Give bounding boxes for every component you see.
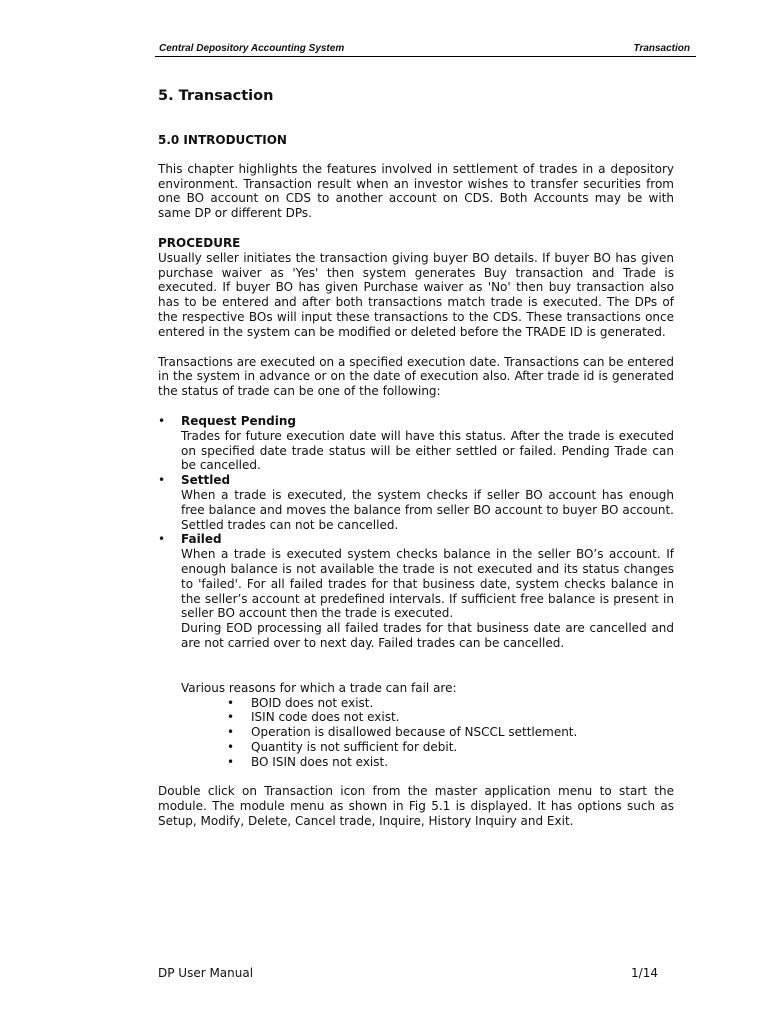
bullet-icon: •	[227, 754, 235, 769]
status-description: When a trade is executed system checks balance in the seller BO’s account. If enough balance is not available the trade is not executed and its status changes to 'failed'. For all failed trades for that business date, system checks balance in the seller’s account at predefined intervals. If sufficient free balance is present in seller BO account then the trade is executed.	[181, 547, 674, 621]
page-content	[158, 87, 674, 844]
bullet-icon: •	[227, 710, 235, 725]
header-section-name: Transaction	[633, 43, 690, 54]
execution-paragraph: Transactions are executed on a specified execution date. Transactions can be entered in the system in advance or on the date of execution also. After trade id is generated the status of trade can be one of the following:	[158, 354, 674, 399]
trade-status-list	[158, 414, 674, 651]
bullet-icon: •	[227, 725, 235, 740]
bullet-icon: •	[158, 532, 166, 547]
reason-text: Quantity is not sufficient for debit.	[251, 739, 458, 754]
reason-text: BOID does not exist.	[251, 695, 374, 710]
status-description: When a trade is executed, the system checks if seller BO account has enough free balance and moves the balance from seller BO account to buyer BO account. Settled trades can not be cancelled.	[181, 487, 674, 532]
bullet-icon: •	[158, 473, 166, 488]
status-item-settled	[158, 473, 674, 532]
page-header	[155, 43, 696, 57]
bullet-icon: •	[158, 413, 166, 428]
failure-reasons-intro: Various reasons for which a trade can fail are:	[181, 680, 457, 695]
list-item	[227, 725, 674, 740]
chapter-title: 5. Transaction	[158, 88, 274, 104]
status-description-eod: During EOD processing all failed trades for that business date are cancelled and are not carried over to next day. Failed trades can be cancelled.	[181, 621, 674, 650]
page-number: 1/14	[631, 966, 658, 980]
procedure-heading: PROCEDURE	[158, 235, 241, 250]
list-item	[227, 710, 674, 725]
status-item-request-pending	[158, 414, 674, 473]
bullet-icon: •	[227, 739, 235, 754]
status-title: Failed	[181, 532, 222, 547]
header-system-name: Central Depository Accounting System	[159, 43, 345, 54]
procedure-paragraph: Usually seller initiates the transaction giving buyer BO details. If buyer BO has given purchase waiver as 'Yes' then system generates Buy transaction and Trade is executed. If buyer BO has given Purchase waiver as 'No' then buy transaction also has to be entered and after both transactions match trade is executed. The DPs of the respective BOs will input these transactions to the CDS. These transactions once entered in the system can be modified or deleted before the TRADE ID is generated.	[158, 250, 674, 339]
reason-text: BO ISIN does not exist.	[251, 754, 389, 769]
intro-heading: 5.0 INTRODUCTION	[158, 133, 287, 147]
status-description: Trades for future execution date will have this status. After the trade is executed on specified date trade status will be either settled or failed. Pending Trade can be cancelled.	[181, 428, 674, 473]
status-title: Request Pending	[181, 413, 297, 428]
status-title: Settled	[181, 473, 231, 488]
failure-reasons-list	[181, 696, 674, 770]
list-item	[227, 755, 674, 770]
list-item	[227, 696, 674, 711]
reason-text: ISIN code does not exist.	[251, 710, 400, 725]
failure-reasons	[181, 681, 674, 770]
status-item-failed	[158, 532, 674, 650]
bullet-icon: •	[227, 695, 235, 710]
reason-text: Operation is disallowed because of NSCCL settlement.	[251, 725, 578, 740]
closing-paragraph: Double click on Transaction icon from the master application menu to start the module. The module menu as shown in Fig 5.1 is displayed. It has options such as Setup, Modify, Delete, Cancel trade, Inquire, History Inquiry and Exit.	[158, 784, 674, 829]
list-item	[227, 740, 674, 755]
footer-manual-name: DP User Manual	[158, 966, 254, 980]
intro-paragraph: This chapter highlights the features involved in settlement of trades in a depository environment. Transaction result when an investor wishes to transfer securities from one BO account on CDS to another account on CDS. Both Accounts may be with same DP or different DPs.	[158, 161, 674, 221]
